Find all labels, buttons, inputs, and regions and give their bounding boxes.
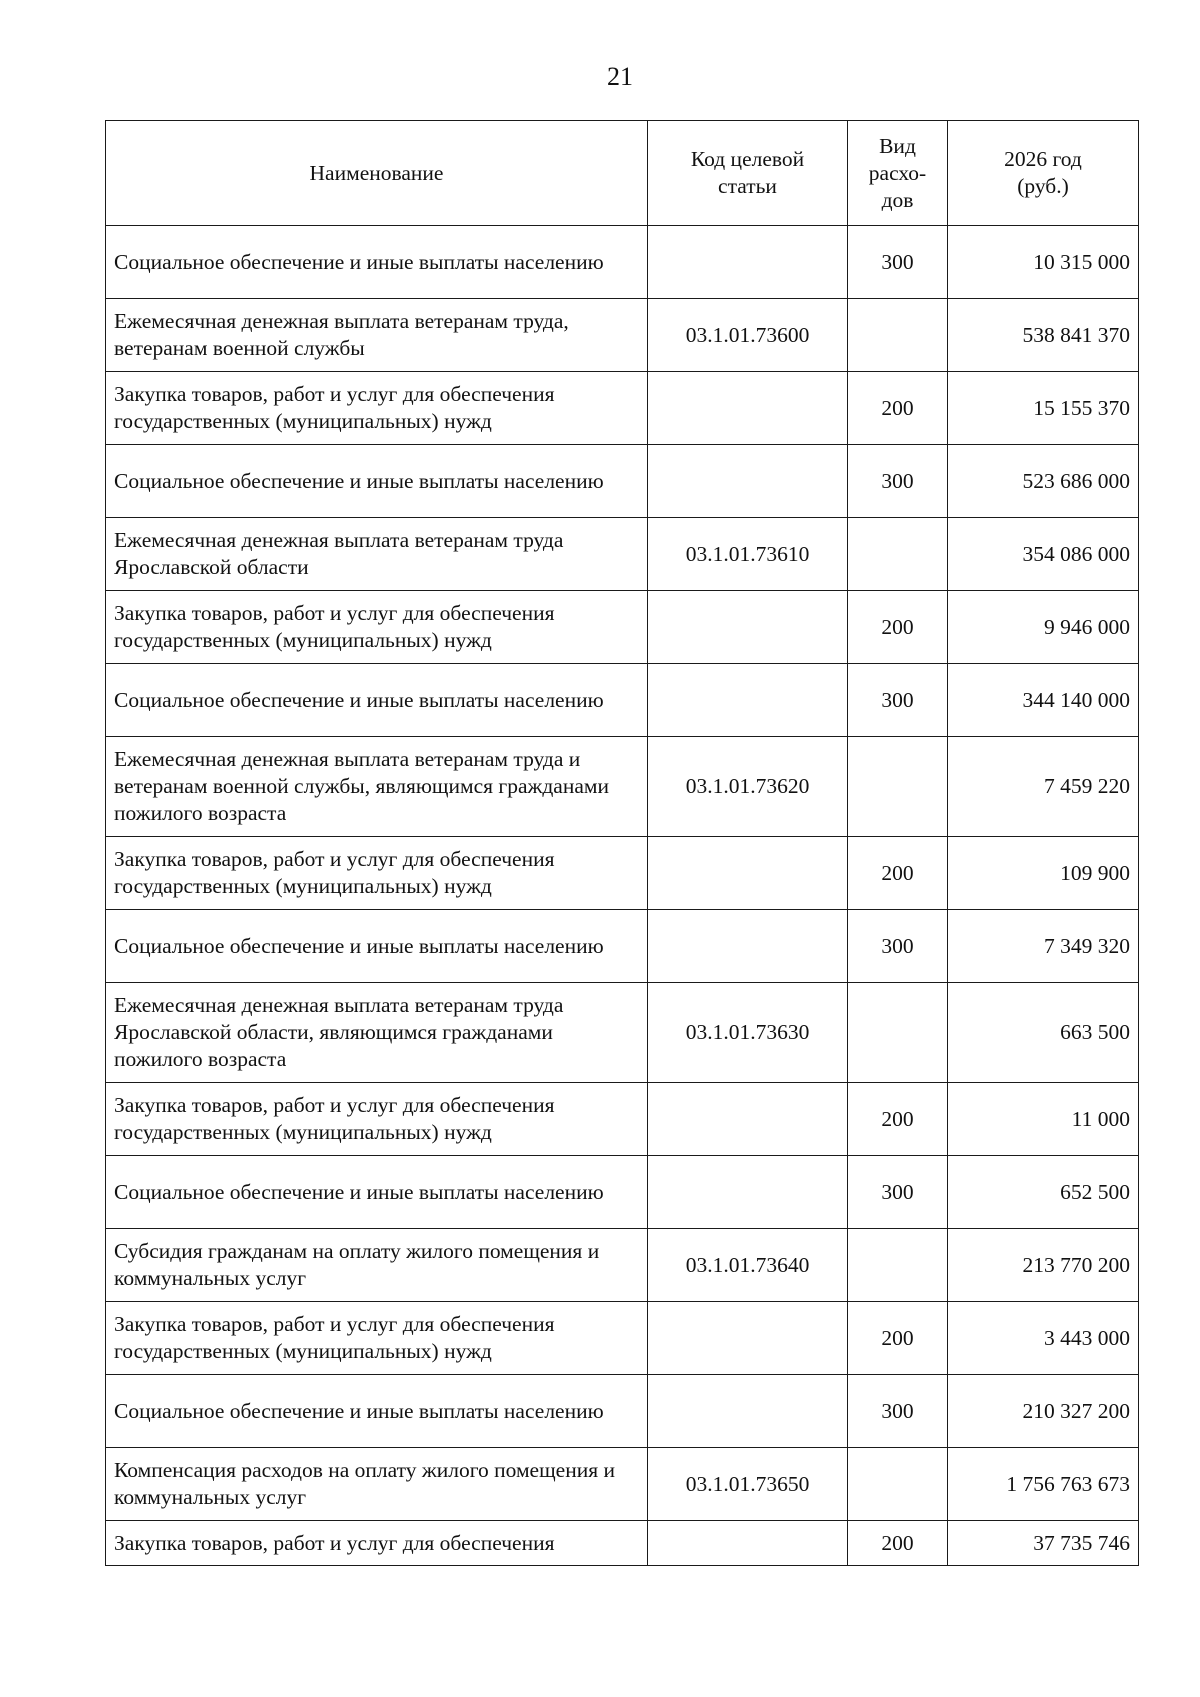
cell-amount: 344 140 000 <box>948 664 1139 737</box>
cell-amount: 109 900 <box>948 837 1139 910</box>
cell-amount: 652 500 <box>948 1156 1139 1229</box>
table-row <box>106 664 1139 737</box>
cell-amount: 10 315 000 <box>948 226 1139 299</box>
table-row <box>106 226 1139 299</box>
cell-kind <box>848 518 948 591</box>
cell-kind: 300 <box>848 1156 948 1229</box>
cell-amount: 11 000 <box>948 1083 1139 1156</box>
cell-code <box>648 664 848 737</box>
cell-name: Ежемесячная денежная выплата ветеранам труда и ветеранам военной службы, являющимся гражданами пожилого возраста <box>106 737 648 837</box>
table-row <box>106 372 1139 445</box>
table-row <box>106 1375 1139 1448</box>
cell-kind <box>848 1448 948 1521</box>
cell-name: Социальное обеспечение и иные выплаты населению <box>106 445 648 518</box>
cell-kind: 300 <box>848 226 948 299</box>
cell-kind: 300 <box>848 664 948 737</box>
cell-amount: 9 946 000 <box>948 591 1139 664</box>
cell-amount: 7 349 320 <box>948 910 1139 983</box>
header-kind: Вид расхо- дов <box>848 121 948 226</box>
cell-name: Социальное обеспечение и иные выплаты населению <box>106 1375 648 1448</box>
cell-name: Субсидия гражданам на оплату жилого помещения и коммунальных услуг <box>106 1229 648 1302</box>
cell-amount: 3 443 000 <box>948 1302 1139 1375</box>
cell-amount: 354 086 000 <box>948 518 1139 591</box>
cell-code <box>648 445 848 518</box>
cell-code <box>648 591 848 664</box>
cell-name: Ежемесячная денежная выплата ветеранам труда, ветеранам военной службы <box>106 299 648 372</box>
cell-name: Ежемесячная денежная выплата ветеранам труда Ярославской области, являющимся гражданами пожилого возраста <box>106 983 648 1083</box>
table-row <box>106 1229 1139 1302</box>
cell-name: Закупка товаров, работ и услуг для обеспечения государственных (муниципальных) нужд <box>106 837 648 910</box>
cell-code: 03.1.01.73640 <box>648 1229 848 1302</box>
cell-code: 03.1.01.73610 <box>648 518 848 591</box>
cell-amount: 7 459 220 <box>948 737 1139 837</box>
cell-code <box>648 1302 848 1375</box>
cell-kind <box>848 737 948 837</box>
cell-kind: 200 <box>848 837 948 910</box>
header-amount: 2026 год (руб.) <box>948 121 1139 226</box>
cell-kind: 200 <box>848 1302 948 1375</box>
table-header <box>106 121 1139 226</box>
table-row <box>106 445 1139 518</box>
cell-name: Социальное обеспечение и иные выплаты населению <box>106 664 648 737</box>
page-number: 21 <box>607 62 633 91</box>
table-row <box>106 1083 1139 1156</box>
table-row <box>106 1302 1139 1375</box>
cell-name: Закупка товаров, работ и услуг для обеспечения <box>106 1521 648 1566</box>
cell-name: Ежемесячная денежная выплата ветеранам труда Ярославской области <box>106 518 648 591</box>
cell-kind <box>848 1229 948 1302</box>
cell-amount: 37 735 746 <box>948 1521 1139 1566</box>
table-row <box>106 1156 1139 1229</box>
cell-name: Закупка товаров, работ и услуг для обеспечения государственных (муниципальных) нужд <box>106 1083 648 1156</box>
cell-code: 03.1.01.73620 <box>648 737 848 837</box>
cell-amount: 210 327 200 <box>948 1375 1139 1448</box>
header-row <box>106 121 1139 226</box>
cell-kind <box>848 299 948 372</box>
cell-code: 03.1.01.73630 <box>648 983 848 1083</box>
cell-code <box>648 1083 848 1156</box>
cell-kind: 300 <box>848 445 948 518</box>
table-row <box>106 737 1139 837</box>
cell-name: Социальное обеспечение и иные выплаты населению <box>106 910 648 983</box>
table-row <box>106 837 1139 910</box>
cell-code <box>648 1375 848 1448</box>
cell-kind: 200 <box>848 591 948 664</box>
cell-amount: 213 770 200 <box>948 1229 1139 1302</box>
cell-name: Закупка товаров, работ и услуг для обеспечения государственных (муниципальных) нужд <box>106 1302 648 1375</box>
table-row <box>106 1448 1139 1521</box>
cell-amount: 538 841 370 <box>948 299 1139 372</box>
cell-amount: 1 756 763 673 <box>948 1448 1139 1521</box>
cell-code <box>648 226 848 299</box>
table-row <box>106 910 1139 983</box>
cell-amount: 523 686 000 <box>948 445 1139 518</box>
budget-table <box>105 120 1139 1566</box>
header-name: Наименование <box>106 121 648 226</box>
cell-code: 03.1.01.73600 <box>648 299 848 372</box>
header-code: Код целевой статьи <box>648 121 848 226</box>
cell-kind: 200 <box>848 1521 948 1566</box>
cell-code: 03.1.01.73650 <box>648 1448 848 1521</box>
table-row <box>106 1521 1139 1566</box>
table-row <box>106 299 1139 372</box>
cell-kind: 200 <box>848 372 948 445</box>
table-row <box>106 518 1139 591</box>
cell-name: Закупка товаров, работ и услуг для обеспечения государственных (муниципальных) нужд <box>106 372 648 445</box>
cell-code <box>648 1521 848 1566</box>
cell-kind: 200 <box>848 1083 948 1156</box>
cell-code <box>648 372 848 445</box>
table-row <box>106 983 1139 1083</box>
cell-name: Социальное обеспечение и иные выплаты населению <box>106 1156 648 1229</box>
cell-name: Закупка товаров, работ и услуг для обеспечения государственных (муниципальных) нужд <box>106 591 648 664</box>
cell-code <box>648 837 848 910</box>
cell-name: Компенсация расходов на оплату жилого помещения и коммунальных услуг <box>106 1448 648 1521</box>
cell-kind <box>848 983 948 1083</box>
cell-code <box>648 1156 848 1229</box>
cell-amount: 663 500 <box>948 983 1139 1083</box>
cell-kind: 300 <box>848 1375 948 1448</box>
table-body <box>106 226 1139 1566</box>
table-row <box>106 591 1139 664</box>
cell-name: Социальное обеспечение и иные выплаты населению <box>106 226 648 299</box>
cell-kind: 300 <box>848 910 948 983</box>
cell-amount: 15 155 370 <box>948 372 1139 445</box>
cell-code <box>648 910 848 983</box>
